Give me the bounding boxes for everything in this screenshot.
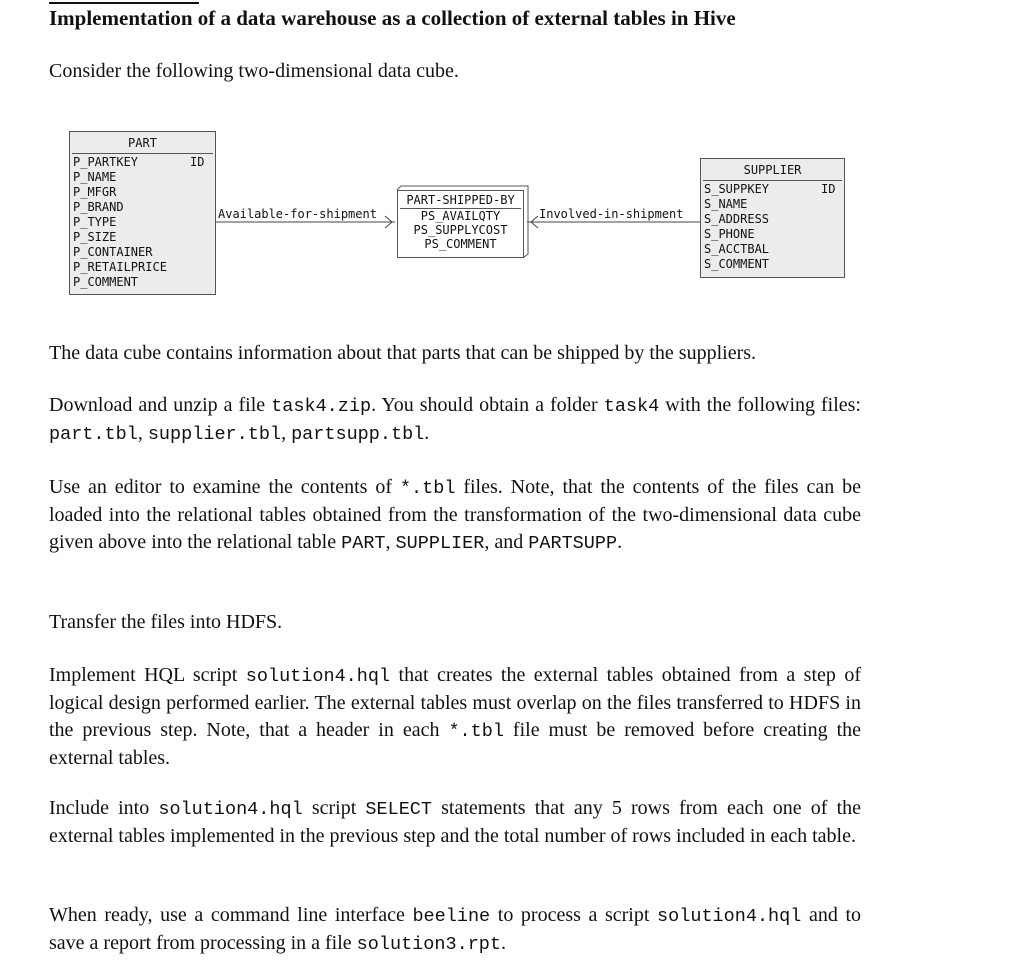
part-attribute: P_TYPE [73,215,117,229]
text: . [424,422,430,444]
supplier-attribute: S_ACCTBAL [704,242,770,256]
text: When ready, use a command line interface [49,904,413,926]
fact-attribute-list [398,209,523,251]
sql-keyword: SELECT [365,799,433,820]
text: . [617,531,623,553]
supplier-attribute: S_NAME [704,197,748,211]
part-attribute: P_BRAND [73,200,124,214]
part-entity-box [69,131,216,295]
supplier-entity-name: SUPPLIER [743,163,802,177]
part-attribute: P_COMMENT [73,275,139,289]
paragraph-select-statements [49,795,861,850]
link-label-involved-in-shipment: Involved-in-shipment [539,207,684,221]
report-file-name: solution3.rpt [356,934,501,955]
intro-paragraph: Consider the following two-dimensional data cube. [49,60,459,82]
text: with the following files: [659,394,861,416]
text: Implement HQL script [49,664,246,686]
part-attribute-list [73,155,167,290]
text: and to save a report from processing in a file [49,904,861,954]
paragraph-download [49,392,861,448]
supplier-id-label: ID [821,182,836,196]
script-name: solution4.hql [657,906,802,927]
paragraph-beeline [49,902,861,958]
text: files. Note, that the contents of the files can be loaded into the relational tables obtained from the transformation of the two-dimensional data cube given above into the relational table [49,476,861,553]
text: script [302,797,366,819]
part-attribute: P_PARTKEY [73,155,139,169]
fact-entity-box [397,190,524,258]
part-id-label: ID [190,155,205,169]
text: , [281,422,292,444]
file-glob: *.tbl [399,478,456,499]
file-name-supplier: supplier.tbl [147,424,282,445]
data-cube-diagram [0,0,1024,320]
supplier-entity-box [700,158,845,278]
file-glob: *.tbl [448,721,504,742]
fact-attribute: PS_SUPPLYCOST [413,223,508,237]
part-entity-divider [72,153,213,154]
paragraph-cube-description: The data cube contains information about that parts that can be shipped by the suppliers. [49,342,757,364]
fact-attribute: PS_COMMENT [424,237,497,251]
folder-name: task4 [603,396,660,417]
text: Include into [49,797,159,819]
part-entity-name: PART [128,136,157,150]
part-attribute: P_SIZE [73,230,117,244]
supplier-attribute: S_ADDRESS [704,212,770,226]
supplier-attribute: S_PHONE [704,227,755,241]
link-label-available-for-shipment: Available-for-shipment [218,207,377,221]
text: Use an editor to examine the contents of [49,476,400,498]
fact-attribute: PS_AVAILQTY [420,209,501,223]
page-title: Implementation of a data warehouse as a collection of external tables in Hive [49,6,736,30]
text: , [137,422,148,444]
tool-name: beeline [412,906,491,927]
text: that creates the external tables obtained from a step of logical design performed earlier. The external tables must overlap on the files transferred to HDFS in the previous step. Note, that a header in each [49,664,862,741]
script-name: solution4.hql [245,666,391,687]
supplier-attribute: S_SUPPKEY [704,182,770,196]
text: , [385,531,396,553]
part-attribute: P_RETAILPRICE [73,260,167,274]
text: file must be removed before creating the external tables. [49,719,862,769]
part-attribute: P_NAME [73,170,117,184]
text: . [501,932,506,954]
text: statements that any 5 rows from each one of the external tables implemented in the previous step and the total number of rows included in each table. [49,797,861,847]
paragraph-examine-files [49,474,861,557]
file-name-zip: task4.zip [271,396,372,417]
file-name-part: part.tbl [49,424,138,445]
table-name-part: PART [341,533,386,554]
text: Download and unzip a file [49,394,272,416]
table-name-supplier: SUPPLIER [395,533,485,554]
part-attribute: P_CONTAINER [73,245,153,259]
file-name-partsupp: partsupp.tbl [291,424,425,445]
supplier-attribute: S_COMMENT [704,257,770,271]
fact-entity-name: PART-SHIPPED-BY [406,193,515,207]
text: to process a script [490,904,658,926]
text: , and [484,531,529,553]
supplier-entity-divider [703,180,842,181]
supplier-attribute-list [704,182,769,272]
part-attribute: P_MFGR [73,185,117,199]
script-name: solution4.hql [158,799,303,820]
text: . You should obtain a folder [371,394,604,416]
table-name-partsupp: PARTSUPP [528,533,618,554]
paragraph-transfer-hdfs: Transfer the files into HDFS. [49,611,283,633]
paragraph-implement-script [49,662,861,772]
